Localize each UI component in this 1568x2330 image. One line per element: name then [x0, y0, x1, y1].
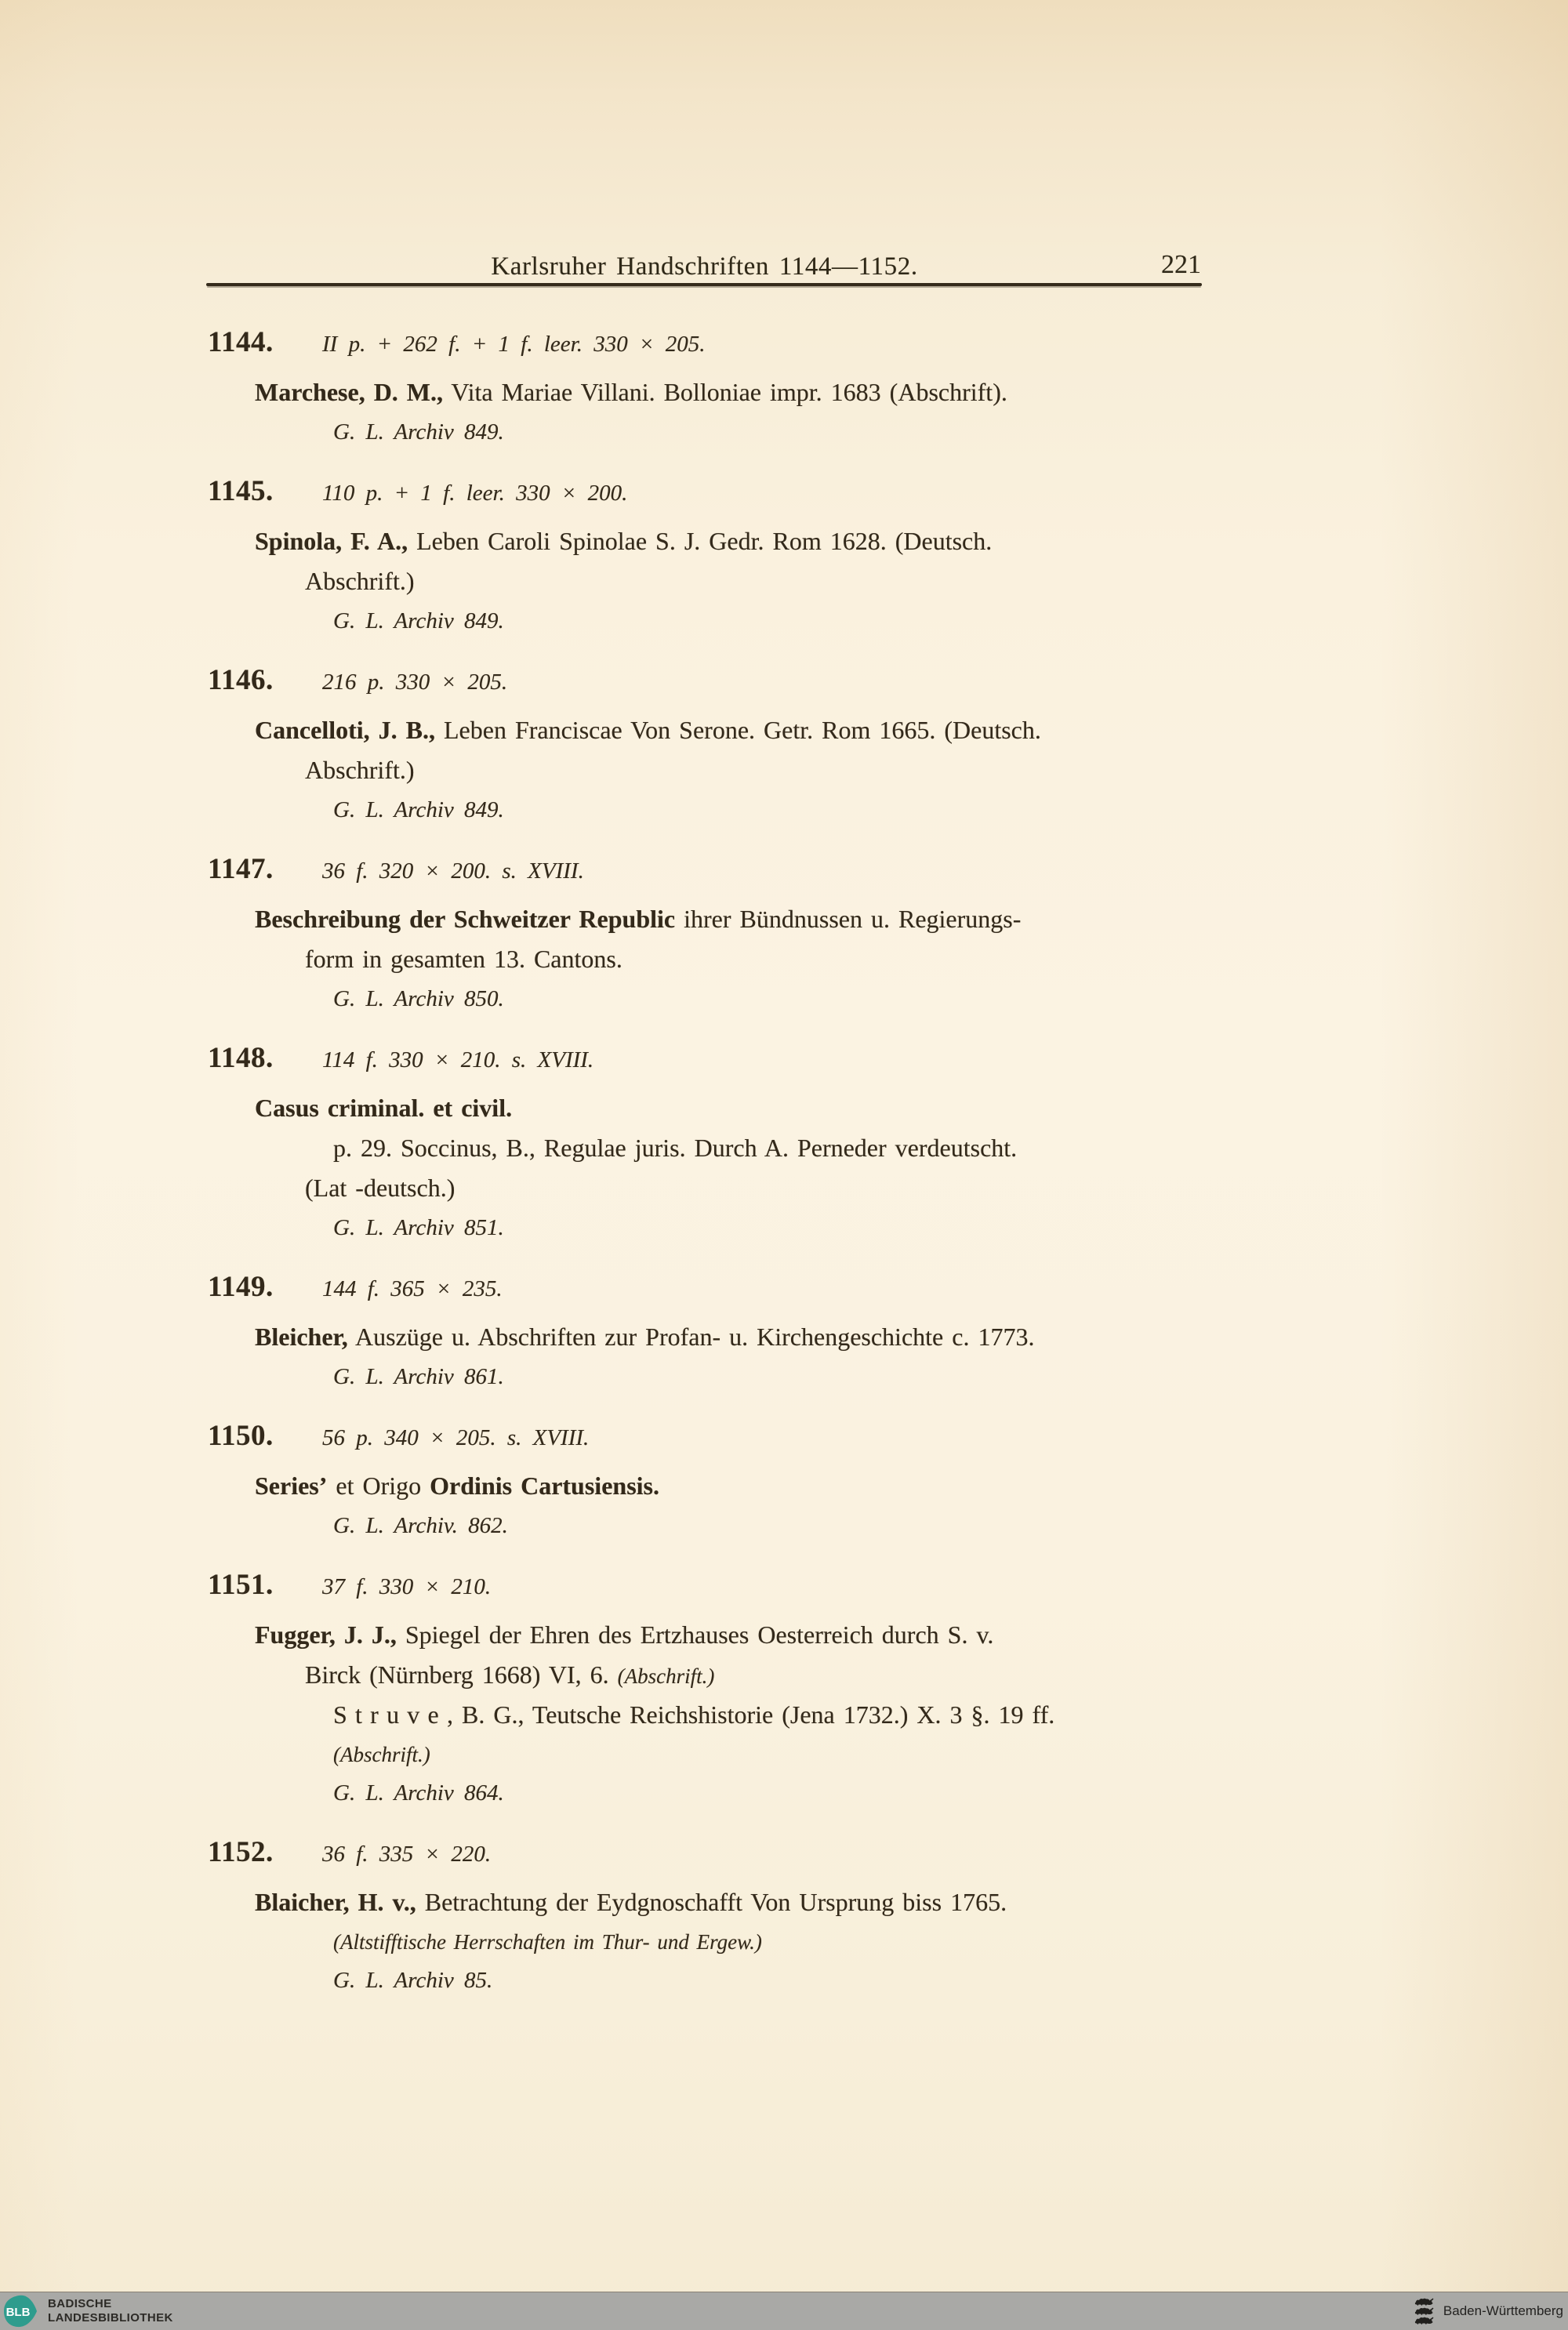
entry-heading-line — [208, 524, 1219, 564]
subentry-text: , B. G., Teutsche Reichshistorie (Jena 1732.) X. 3 §. 19 ff. — [447, 1700, 1055, 1729]
title-text: et Origo — [327, 1472, 430, 1500]
entry-number-line — [208, 1040, 1219, 1081]
entry-number-line — [208, 474, 1219, 514]
catalog-entry-1149 — [208, 1269, 1219, 1398]
library-name — [48, 2297, 173, 2325]
entry-subentry-line — [208, 1131, 1219, 1170]
archiv-reference: G. L. Archiv 85. — [333, 1968, 493, 1993]
entry-number: 1150. — [208, 1420, 274, 1452]
entry-continuation-line — [208, 1170, 1219, 1210]
archiv-reference: G. L. Archiv 849. — [333, 608, 504, 633]
entry-number: 1152. — [208, 1836, 274, 1868]
catalog-entry-1148 — [208, 1040, 1219, 1249]
title-text: Abschrift.) — [305, 756, 415, 784]
entry-number: 1147. — [208, 853, 274, 885]
entry-heading-line — [208, 1091, 1219, 1131]
entry-heading-line — [208, 1319, 1219, 1359]
state-label: Baden-Württemberg — [1443, 2303, 1563, 2318]
entry-archiv-line — [208, 604, 1219, 642]
entry-number: 1145. — [208, 475, 274, 507]
entry-number-line — [208, 662, 1219, 703]
title-text: Leben Franciscae Von Serone. Getr. Rom 1665. (Deutsch. — [434, 716, 1041, 744]
collation: 36 f. 335 × 220. — [322, 1842, 492, 1867]
copy-note: (Abschrift.) — [617, 1664, 715, 1688]
catalog-entry-1145 — [208, 474, 1219, 642]
blb-logo-icon — [2, 2294, 38, 2328]
collation: 144 f. 365 × 235. — [322, 1276, 503, 1301]
entry-continuation-line — [208, 1657, 1219, 1697]
blb-branding — [0, 2292, 173, 2330]
entry-continuation-line — [208, 1737, 1219, 1776]
entry-heading-line — [208, 902, 1219, 942]
title-headword: Casus criminal. et civil. — [255, 1094, 513, 1122]
entry-archiv-line — [208, 793, 1219, 831]
entry-number: 1144. — [208, 326, 274, 358]
library-name-line1: BADISCHE — [48, 2297, 112, 2310]
entry-continuation-line — [208, 942, 1219, 982]
author-name: Marchese, D. M., — [255, 378, 443, 406]
content-note: (Altstifftische Herrschaften im Thur- und Ergew.) — [333, 1930, 762, 1954]
entry-archiv-line — [208, 415, 1219, 453]
collation: 56 p. 340 × 205. s. XVIII. — [322, 1425, 590, 1450]
archiv-reference: G. L. Archiv 851. — [333, 1215, 504, 1240]
bw-branding — [1412, 2298, 1568, 2325]
entry-continuation-line — [208, 564, 1219, 604]
entry-number-line — [208, 1835, 1219, 1875]
header-rule — [206, 283, 1202, 286]
author-name: Fugger, J. J., — [255, 1620, 397, 1649]
entry-archiv-line — [208, 1210, 1219, 1249]
title-headword: Series’ — [255, 1472, 328, 1500]
entry-heading-line — [208, 1885, 1219, 1925]
lion-icon — [1412, 2307, 1436, 2316]
author-name: Blaicher, H. v., — [255, 1888, 416, 1916]
entry-heading-line — [208, 375, 1219, 415]
page-number: 221 — [1161, 250, 1201, 279]
catalog-entries — [208, 325, 1219, 2022]
title-text: Spiegel der Ehren des Ertzhauses Oesterreich durch S. v. — [396, 1620, 994, 1649]
entry-archiv-line — [208, 982, 1219, 1020]
entry-heading-line — [208, 1617, 1219, 1657]
title-text: Leben Caroli Spinolae S. J. Gedr. Rom 1628. (Deutsch. — [408, 527, 993, 555]
lion-icon — [1412, 2317, 1436, 2325]
title-text: Birck (Nürnberg 1668) VI, 6. — [305, 1660, 618, 1689]
entry-heading-line — [208, 1468, 1219, 1508]
catalog-entry-1146 — [208, 662, 1219, 831]
entry-archiv-line — [208, 1776, 1219, 1814]
title-text: Abschrift.) — [305, 567, 415, 595]
entry-number: 1151. — [208, 1569, 274, 1601]
entry-number: 1146. — [208, 664, 274, 696]
copy-note: (Abschrift.) — [333, 1743, 430, 1766]
entry-number-line — [208, 325, 1219, 365]
entry-number-line — [208, 1269, 1219, 1310]
author-name: Cancelloti, J. B., — [255, 716, 435, 744]
entry-number-line — [208, 1418, 1219, 1459]
baden-wuerttemberg-coat-of-arms-icon — [1412, 2298, 1436, 2325]
viewer-footer-bar — [0, 2292, 1568, 2330]
author-name: Spinola, F. A., — [255, 527, 408, 555]
subentry-text: p. 29. Soccinus, B., Regulae juris. Durch A. Perneder verdeutscht. — [333, 1134, 1018, 1162]
collation: 37 f. 330 × 210. — [322, 1574, 492, 1599]
running-title: Karlsruher Handschriften 1144—1152. — [491, 252, 918, 281]
title-headword: Ordinis Cartusiensis. — [430, 1472, 659, 1500]
catalog-entry-1144 — [208, 325, 1219, 453]
entry-archiv-line — [208, 1963, 1219, 2002]
collation: 114 f. 330 × 210. s. XVIII. — [322, 1047, 594, 1072]
title-text: Vita Mariae Villani. Bolloniae impr. 1683 (Abschrift). — [443, 378, 1007, 406]
collation: 110 p. + 1 f. leer. 330 × 200. — [322, 481, 628, 506]
collation: 216 p. 330 × 205. — [322, 670, 508, 695]
author-name: Struve — [333, 1700, 447, 1729]
catalog-entry-1150 — [208, 1418, 1219, 1547]
lion-icon — [1412, 2298, 1436, 2306]
archiv-reference: G. L. Archiv 849. — [333, 419, 504, 445]
entry-archiv-line — [208, 1359, 1219, 1398]
archiv-reference: G. L. Archiv. 862. — [333, 1513, 508, 1538]
archiv-reference: G. L. Archiv 849. — [333, 797, 504, 822]
entry-continuation-line — [208, 753, 1219, 793]
catalog-entry-1152 — [208, 1835, 1219, 2002]
language-note: (Lat -deutsch.) — [305, 1174, 456, 1202]
entry-archiv-line — [208, 1508, 1219, 1547]
collation: II p. + 262 f. + 1 f. leer. 330 × 205. — [322, 332, 706, 357]
title-text: form in gesamten 13. Cantons. — [305, 945, 622, 973]
entry-number: 1149. — [208, 1271, 274, 1303]
archiv-reference: G. L. Archiv 864. — [333, 1780, 504, 1806]
title-text: Auszüge u. Abschriften zur Profan- u. Kirchengeschichte c. 1773. — [347, 1323, 1035, 1351]
entry-number-line — [208, 1567, 1219, 1608]
archiv-reference: G. L. Archiv 861. — [333, 1364, 504, 1389]
catalog-entry-1147 — [208, 851, 1219, 1020]
entry-number-line — [208, 851, 1219, 892]
title-headword: Beschreibung der Schweitzer Republic — [255, 905, 676, 933]
catalog-entry-1151 — [208, 1567, 1219, 1814]
title-text: ihrer Bündnussen u. Regierungs- — [675, 905, 1022, 933]
collation: 36 f. 320 × 200. s. XVIII. — [322, 858, 584, 884]
entry-continuation-line — [208, 1925, 1219, 1963]
title-text: Betrachtung der Eydgnoschafft Von Ursprung biss 1765. — [416, 1888, 1007, 1916]
archiv-reference: G. L. Archiv 850. — [333, 986, 504, 1011]
blb-abbreviation: BLB — [5, 2306, 31, 2319]
author-name: Bleicher, — [255, 1323, 348, 1351]
entry-heading-line — [208, 713, 1219, 753]
entry-subentry-line — [208, 1697, 1219, 1737]
library-name-line2: LANDESBIBLIOTHEK — [48, 2311, 173, 2325]
entry-number: 1148. — [208, 1042, 274, 1074]
